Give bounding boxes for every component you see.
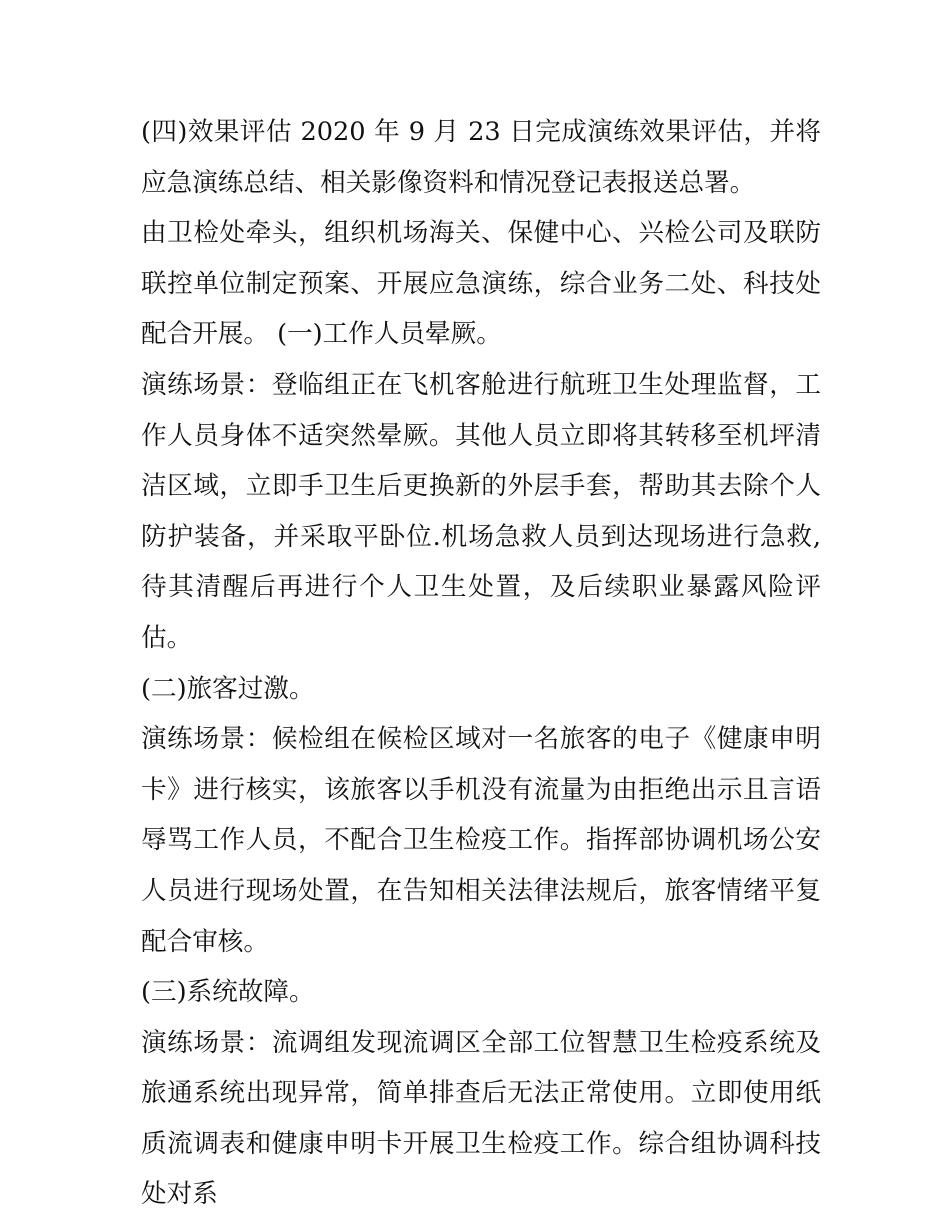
paragraph-effect-evaluation: (四)效果评估 2020 年 9 月 23 日完成演练效果评估，并将应急演练总结、相关影像资料和情况登记表报送总署。 [141, 117, 821, 198]
heading-system-failure: (三)系统故障。 [141, 977, 315, 1008]
paragraph-scenario-fainting: 演练场景：登临组正在飞机客舱进行航班卫生处理监督，工作人员身体不适突然晕厥。其他人员立即将其转移至机坪清洁区域，立即手卫生后更换新的外层手套，帮助其去除个人防护装备，并采取平卧位.机场急救人员到达现场进行急救,待其清醒后再进行个人卫生处置，及后续职业暴露风险评估。 [141, 369, 821, 653]
paragraph-organization: 由卫检处牵头，组织机场海关、保健中心、兴检公司及联防联控单位制定预案、开展应急演练，综合业务二处、科技处配合开展。 (一)工作人员晕厥。 [141, 218, 821, 350]
document-body [141, 107, 821, 1220]
paragraph-scenario-system: 演练场景：流调组发现流调区全部工位智慧卫生检疫系统及旅通系统出现异常，简单排查后无法正常使用。立即使用纸质流调表和健康申明卡开展卫生检疫工作。综合组协调科技处对系 [141, 1027, 821, 1210]
paragraph-scenario-passenger: 演练场景：候检组在候检区域对一名旅客的电子《健康申明卡》进行核实，该旅客以手机没有流量为由拒绝出示且言语辱骂工作人员，不配合卫生检疫工作。指挥部协调机场公安人员进行现场处置，在告知相关法律法规后，旅客情绪平复配合审核。 [141, 724, 821, 957]
heading-passenger-agitation: (二)旅客过激。 [141, 673, 315, 704]
